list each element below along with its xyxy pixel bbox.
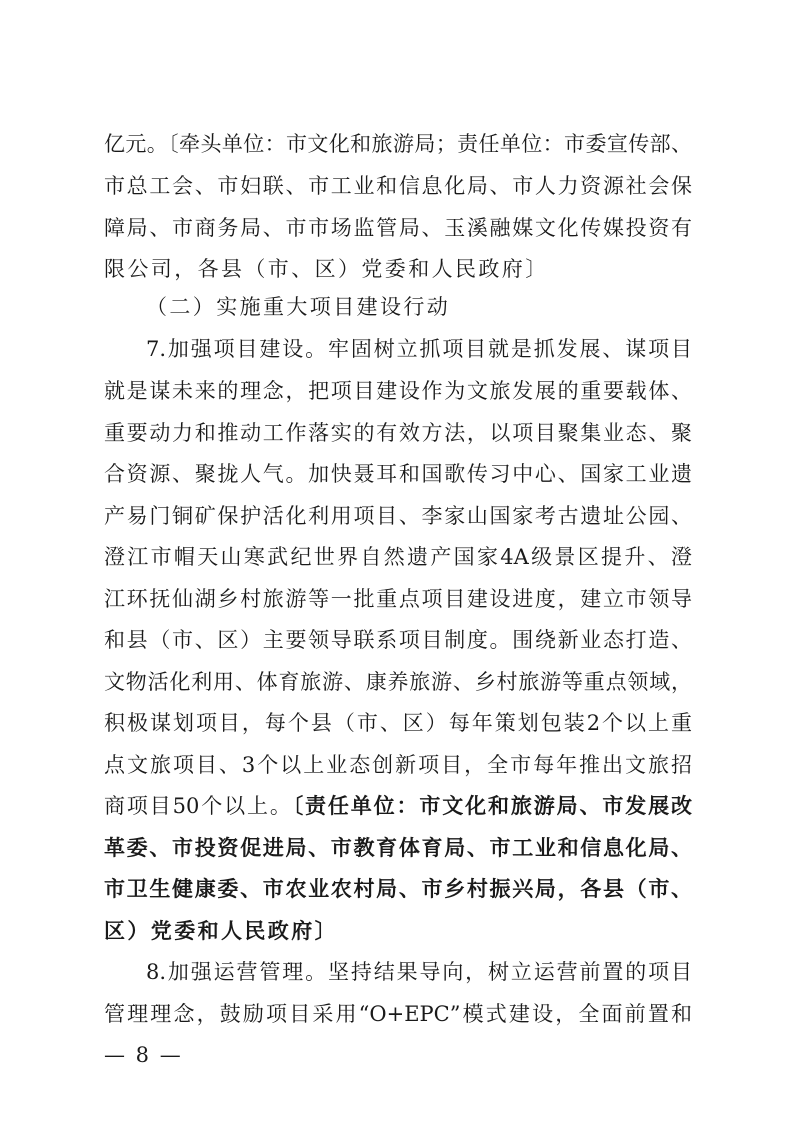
responsible-units: 〔责任单位：市文化和旅游局、市发展改: [292, 793, 692, 818]
text-line: 澄江市帽天山寒武纪世界自然遗产国家4A级景区提升、澄: [104, 545, 692, 569]
text-line: 障局、市商务局、市市场监管局、玉溪融媒文化传媒投资有: [104, 216, 692, 240]
text-segment: 商项目50个以上。: [104, 794, 293, 818]
text-line: 管理理念，鼓励项目采用“O+EPC”模式建设，全面前置和: [104, 1002, 692, 1026]
text-line: 限公司，各县（市、区）党委和人民政府〕: [104, 257, 549, 281]
text-line: 重要动力和推动工作落实的有效方法，以项目聚集业态、聚: [104, 421, 692, 445]
text-line: 市卫生健康委、市农业农村局、市乡村振兴局，各县（市、: [104, 876, 692, 901]
text-line: 点文旅项目、3个以上业态创新项目，全市每年推出文旅招: [104, 753, 692, 777]
text-line: 合资源、聚拢人气。加快聂耳和国歌传习中心、国家工业遗: [104, 462, 692, 486]
text-line: 就是谋未来的理念，把项目建设作为文旅发展的重要载体、: [104, 379, 692, 403]
text-line: 和县（市、区）主要领导联系项目制度。围绕新业态打造、: [104, 628, 692, 652]
text-line: 区）党委和人民政府〕: [104, 918, 338, 943]
text-line: [104, 786, 692, 826]
text-line: 积极谋划项目，每个县（市、区）每年策划包装2个以上重: [104, 711, 692, 735]
text-line: 文物活化利用、体育旅游、康养旅游、乡村旅游等重点领域，: [104, 670, 692, 694]
paragraph-first-line: 8.加强运营管理。坚持结果导向，树立运营前置的项目: [146, 960, 692, 984]
text-line: 江环抚仙湖乡村旅游等一批重点项目建设进度，建立市领导: [104, 587, 692, 611]
section-heading: （二）实施重大项目建设行动: [146, 295, 451, 319]
text-line: 产易门铜矿保护活化利用项目、李家山国家考古遗址公园、: [104, 504, 692, 528]
text-line: 革委、市投资促进局、市教育体育局、市工业和信息化局、: [104, 835, 692, 860]
text-line: 市总工会、市妇联、市工业和信息化局、市人力资源社会保: [104, 174, 692, 198]
paragraph-first-line: 7.加强项目建设。牢固树立抓项目就是抓发展、谋项目: [146, 337, 692, 361]
text-line: 亿元。〔牵头单位：市文化和旅游局；责任单位：市委宣传部、: [104, 132, 692, 156]
page-number: — 8 —: [104, 1043, 183, 1067]
